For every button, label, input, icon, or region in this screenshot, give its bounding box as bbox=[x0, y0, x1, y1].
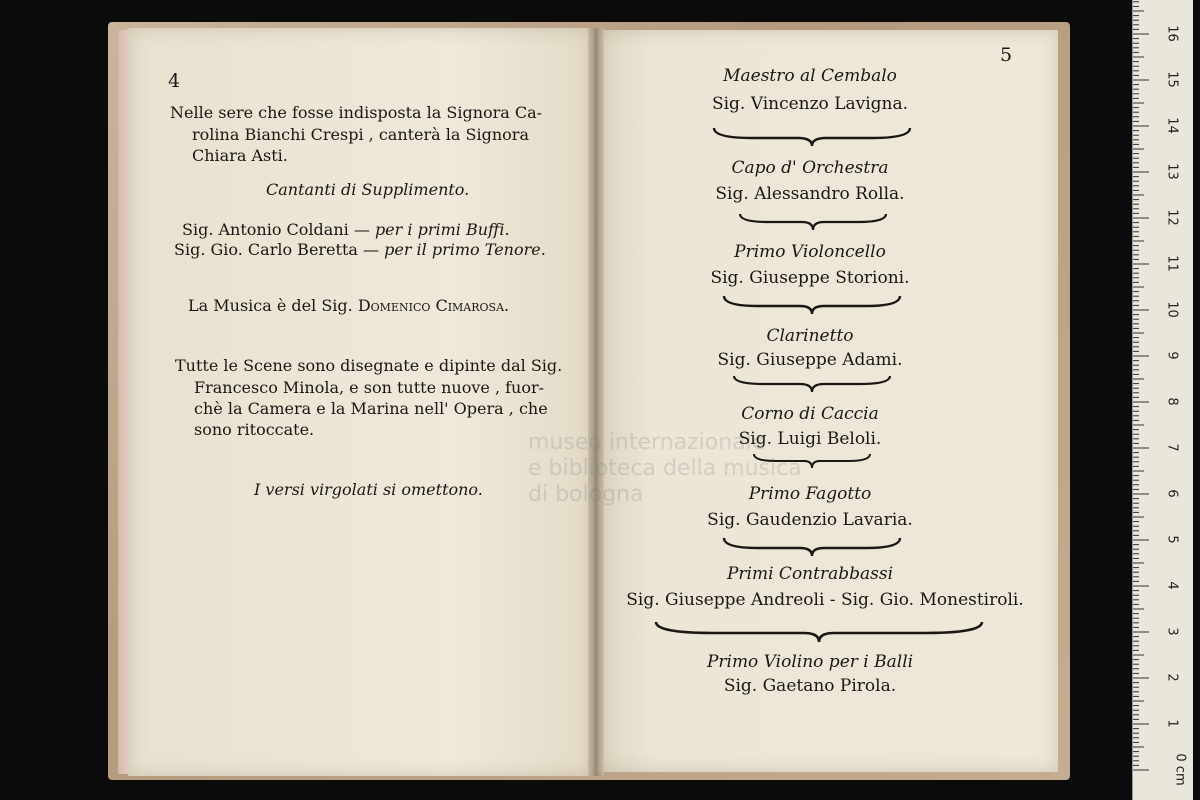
player-name: Sig. Gaetano Pirola. bbox=[723, 676, 897, 696]
player-name: Sig. Vincenzo Lavigna. bbox=[711, 94, 909, 114]
footer-note: I versi virgolati si omettono. bbox=[254, 480, 483, 499]
paragraph-line: Tutte le Scene sono disegnate e dipinte dal Sig. bbox=[175, 356, 563, 375]
supplement-line bbox=[174, 240, 546, 259]
player-name: Sig. Alessandro Rolla. bbox=[715, 184, 905, 204]
ruler-label: 16 bbox=[1164, 25, 1180, 42]
brace-divider bbox=[738, 212, 888, 232]
role-title: Primo Violino per i Balli bbox=[706, 652, 914, 672]
ruler-label: 3 bbox=[1164, 627, 1180, 636]
role-title: Maestro al Cembalo bbox=[723, 66, 897, 86]
brace-divider bbox=[722, 294, 902, 316]
brace-divider bbox=[732, 374, 892, 394]
paragraph-line: Nelle sere che fosse indisposta la Signora Ca- bbox=[170, 103, 543, 122]
ruler-label: 11 bbox=[1164, 255, 1180, 272]
ruler-label: 2 bbox=[1164, 673, 1180, 682]
ruler-label: 0 cm bbox=[1172, 753, 1188, 786]
singer-role: per il primo Tenore. bbox=[384, 240, 546, 259]
supplement-heading: Cantanti di Supplimento. bbox=[266, 180, 470, 199]
ruler-label: 5 bbox=[1164, 535, 1180, 544]
paragraph-line: rolina Bianchi Crespi , canterà la Signora bbox=[192, 125, 529, 144]
ruler-label: 4 bbox=[1164, 581, 1180, 590]
music-prefix: La Musica è del Sig. bbox=[188, 296, 353, 315]
ruler-label: 12 bbox=[1164, 209, 1180, 226]
ruler-ticks bbox=[1133, 0, 1193, 800]
watermark-line-1: museo internazionale bbox=[528, 430, 766, 455]
player-name: Sig. Luigi Beloli. bbox=[738, 429, 882, 449]
paragraph-line: Francesco Minola, e son tutte nuove , fuor- bbox=[194, 378, 545, 397]
music-credit bbox=[188, 296, 509, 315]
brace-divider bbox=[722, 536, 902, 558]
watermark-line-2: e biblioteca della musica bbox=[528, 456, 802, 481]
ruler-label: 7 bbox=[1164, 443, 1180, 452]
ruler-label: 1 bbox=[1164, 719, 1180, 728]
player-name: Sig. Gaudenzio Lavaria. bbox=[707, 510, 913, 530]
singer-role: per i primi Buffi. bbox=[374, 220, 510, 239]
role-title: Capo d' Orchestra bbox=[731, 158, 889, 178]
ruler-label: 14 bbox=[1164, 117, 1180, 134]
singer-name: Sig. Gio. Carlo Beretta — bbox=[174, 240, 380, 259]
ruler-label: 13 bbox=[1164, 163, 1180, 180]
role-title: Clarinetto bbox=[766, 326, 854, 346]
measuring-ruler bbox=[1132, 0, 1193, 800]
page-number-right: 5 bbox=[1000, 44, 1013, 66]
player-name: Sig. Giuseppe Storioni. bbox=[710, 268, 910, 288]
book-gutter bbox=[588, 28, 604, 776]
composer-name: Domenico Cimarosa. bbox=[357, 296, 510, 315]
brace-divider bbox=[654, 620, 984, 644]
ruler-label: 8 bbox=[1164, 397, 1180, 406]
watermark-line-3: di bologna bbox=[528, 482, 644, 507]
role-title: Corno di Caccia bbox=[741, 404, 879, 424]
singer-name: Sig. Antonio Coldani — bbox=[182, 220, 370, 239]
ruler-label: 10 bbox=[1164, 301, 1180, 318]
page-number-left: 4 bbox=[168, 70, 181, 92]
supplement-line bbox=[182, 220, 510, 239]
paragraph-line: sono ritoccate. bbox=[194, 420, 315, 439]
ruler-label: 6 bbox=[1164, 489, 1180, 498]
brace-divider bbox=[752, 452, 872, 470]
player-name: Sig. Giuseppe Adami. bbox=[717, 350, 903, 370]
ruler-label: 9 bbox=[1164, 351, 1180, 360]
brace-divider bbox=[712, 126, 912, 148]
paragraph-line: Chiara Asti. bbox=[192, 146, 288, 165]
role-title: Primo Fagotto bbox=[748, 484, 872, 504]
ruler-label: 15 bbox=[1164, 71, 1180, 88]
paragraph-line: chè la Camera e la Marina nell' Opera , che bbox=[194, 399, 548, 418]
player-name: Sig. Giuseppe Andreoli - Sig. Gio. Monestiroli. bbox=[626, 590, 1024, 610]
role-title: Primi Contrabbassi bbox=[726, 564, 894, 584]
role-title: Primo Violoncello bbox=[734, 242, 886, 262]
